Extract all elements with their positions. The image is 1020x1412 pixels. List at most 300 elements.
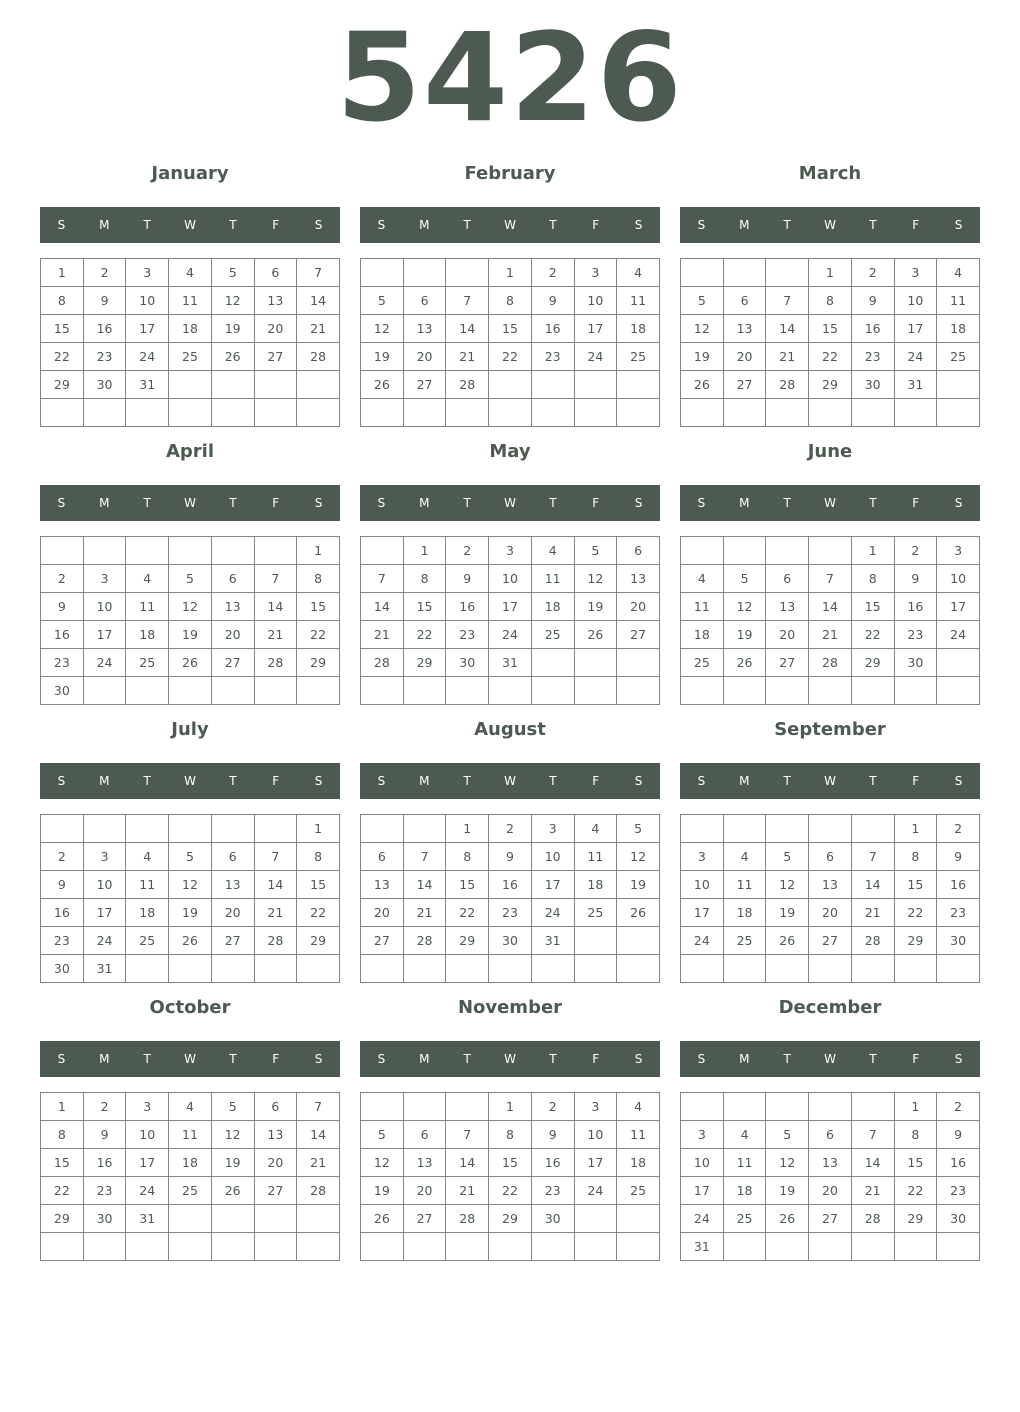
weekday-label: S [697,1052,706,1066]
week-row [361,1121,660,1149]
week-row [41,1177,340,1205]
day-cell: 4 [531,537,574,565]
day-cell: 27 [361,927,404,955]
week-row [681,371,980,399]
day-cell: 23 [83,1177,126,1205]
day-cell: 3 [489,537,532,565]
weekday-label: S [377,218,386,232]
month-name: March [798,163,862,184]
empty-day-cell [574,955,617,983]
empty-day-cell [574,927,617,955]
empty-day-cell [169,955,212,983]
day-cell: 26 [723,649,766,677]
day-cell: 29 [403,649,446,677]
week-row [361,371,660,399]
day-cell: 12 [766,871,809,899]
day-cell: 2 [83,259,126,287]
day-cell: 15 [41,1149,84,1177]
week-row [361,1177,660,1205]
day-cell: 2 [851,259,894,287]
day-cell: 30 [937,927,980,955]
empty-day-cell [361,259,404,287]
day-cell: 6 [723,287,766,315]
weekday-label: T [783,1052,791,1066]
day-cell: 28 [446,1205,489,1233]
day-cell: 14 [254,593,297,621]
day-cell: 7 [446,1121,489,1149]
weekday-label: T [549,218,557,232]
week-row [681,287,980,315]
day-cell: 23 [489,899,532,927]
day-cell: 24 [126,343,169,371]
days-table [360,814,660,983]
empty-day-cell [211,1233,254,1261]
day-cell: 31 [531,927,574,955]
day-cell: 25 [617,343,660,371]
empty-day-cell [169,815,212,843]
day-cell: 16 [41,621,84,649]
day-cell: 7 [403,843,446,871]
day-cell: 1 [809,259,852,287]
day-cell: 13 [254,1121,297,1149]
days-table [360,1092,660,1261]
days-table [40,258,340,427]
weekday-label: T [229,1052,237,1066]
empty-day-cell [617,1233,660,1261]
weekday-label: W [504,496,516,510]
week-row [361,399,660,427]
day-cell: 24 [574,343,617,371]
empty-day-cell [766,537,809,565]
month-name: November [457,997,563,1018]
day-cell: 27 [809,1205,852,1233]
empty-day-cell [297,371,340,399]
day-cell: 16 [41,899,84,927]
empty-day-cell [297,1233,340,1261]
week-row [681,1093,980,1121]
day-cell: 17 [489,593,532,621]
day-cell: 1 [894,815,937,843]
weekday-label: W [824,496,836,510]
weekday-label: M [739,218,750,232]
day-cell: 11 [531,565,574,593]
week-row [361,1205,660,1233]
day-cell: 21 [254,899,297,927]
empty-day-cell [446,399,489,427]
day-cell: 7 [446,287,489,315]
week-row [361,287,660,315]
weekday-header [40,207,340,243]
weekday-label: T [463,496,471,510]
empty-day-cell [574,399,617,427]
weekday-label: S [634,1052,643,1066]
day-cell: 21 [297,1149,340,1177]
empty-day-cell [937,399,980,427]
day-cell: 20 [723,343,766,371]
day-cell: 1 [403,537,446,565]
day-cell: 9 [937,1121,980,1149]
day-cell: 13 [403,1149,446,1177]
day-cell: 23 [937,899,980,927]
empty-day-cell [809,399,852,427]
weekday-label: F [272,496,280,510]
day-cell: 12 [169,593,212,621]
day-cell: 18 [574,871,617,899]
day-cell: 20 [254,315,297,343]
week-row [41,1093,340,1121]
day-cell: 23 [851,343,894,371]
empty-day-cell [681,259,724,287]
day-cell: 16 [894,593,937,621]
empty-day-cell [211,1205,254,1233]
day-cell: 14 [361,593,404,621]
week-row [41,565,340,593]
day-cell: 27 [766,649,809,677]
weekday-label: S [314,1052,323,1066]
empty-day-cell [254,399,297,427]
month-name: August [474,719,546,740]
day-cell: 27 [403,371,446,399]
week-row [361,1093,660,1121]
day-cell: 6 [809,1121,852,1149]
empty-day-cell [766,1093,809,1121]
day-cell: 7 [361,565,404,593]
week-row [361,677,660,705]
day-cell: 6 [211,843,254,871]
day-cell: 11 [681,593,724,621]
day-cell: 8 [297,843,340,871]
empty-day-cell [169,399,212,427]
day-cell: 8 [41,287,84,315]
day-cell: 28 [766,371,809,399]
empty-day-cell [361,955,404,983]
day-cell: 16 [937,871,980,899]
day-cell: 2 [531,1093,574,1121]
weekday-label: W [184,1052,196,1066]
day-cell: 3 [681,1121,724,1149]
day-cell: 3 [574,1093,617,1121]
empty-day-cell [41,399,84,427]
day-cell: 18 [126,621,169,649]
week-row [361,871,660,899]
empty-day-cell [617,649,660,677]
day-cell: 25 [723,1205,766,1233]
day-cell: 21 [403,899,446,927]
day-cell: 30 [531,1205,574,1233]
day-cell: 19 [617,871,660,899]
weekday-label: F [592,1052,600,1066]
empty-day-cell [41,537,84,565]
empty-day-cell [254,1205,297,1233]
empty-day-cell [297,1205,340,1233]
empty-day-cell [937,371,980,399]
empty-day-cell [169,1233,212,1261]
week-row [361,1149,660,1177]
empty-day-cell [723,1233,766,1261]
day-cell: 17 [574,315,617,343]
week-row [41,677,340,705]
empty-day-cell [446,1093,489,1121]
day-cell: 2 [446,537,489,565]
weekday-label: S [954,1052,963,1066]
weekday-label: W [504,218,516,232]
day-cell: 2 [83,1093,126,1121]
empty-day-cell [403,955,446,983]
empty-day-cell [211,399,254,427]
day-cell: 18 [169,315,212,343]
week-row [41,537,340,565]
weekday-label: W [824,218,836,232]
weekday-label: M [419,1052,430,1066]
day-cell: 23 [41,649,84,677]
day-cell: 22 [297,621,340,649]
day-cell: 7 [766,287,809,315]
weekday-label: T [549,774,557,788]
day-cell: 9 [41,871,84,899]
empty-day-cell [809,955,852,983]
empty-day-cell [297,955,340,983]
day-cell: 28 [254,649,297,677]
day-cell: 31 [489,649,532,677]
day-cell: 14 [766,315,809,343]
weekday-label: M [419,774,430,788]
week-row [681,537,980,565]
day-cell: 1 [894,1093,937,1121]
day-cell: 31 [83,955,126,983]
week-row [681,815,980,843]
day-cell: 27 [254,343,297,371]
empty-day-cell [809,537,852,565]
day-cell: 26 [361,1205,404,1233]
day-cell: 29 [809,371,852,399]
day-cell: 6 [403,1121,446,1149]
day-cell: 3 [83,565,126,593]
day-cell: 25 [126,927,169,955]
month-name: September [774,719,886,740]
day-cell: 29 [894,927,937,955]
weekday-label: S [314,774,323,788]
empty-day-cell [361,815,404,843]
weekday-label: S [697,218,706,232]
weekday-label: S [697,496,706,510]
weekday-label: T [143,1052,151,1066]
day-cell: 26 [766,1205,809,1233]
empty-day-cell [723,1093,766,1121]
day-cell: 22 [297,899,340,927]
day-cell: 18 [169,1149,212,1177]
day-cell: 25 [681,649,724,677]
empty-day-cell [617,955,660,983]
empty-day-cell [851,955,894,983]
day-cell: 24 [894,343,937,371]
weekday-label: T [463,218,471,232]
day-cell: 26 [681,371,724,399]
day-cell: 28 [446,371,489,399]
day-cell: 28 [851,1205,894,1233]
day-cell: 22 [489,1177,532,1205]
days-table [680,258,980,427]
weekday-label: S [57,218,66,232]
empty-day-cell [574,649,617,677]
day-cell: 5 [766,1121,809,1149]
day-cell: 28 [254,927,297,955]
week-row [361,899,660,927]
day-cell: 9 [894,565,937,593]
day-cell: 20 [617,593,660,621]
day-cell: 18 [681,621,724,649]
day-cell: 25 [126,649,169,677]
day-cell: 26 [574,621,617,649]
day-cell: 27 [617,621,660,649]
empty-day-cell [211,537,254,565]
day-cell: 14 [446,1149,489,1177]
day-cell: 5 [169,565,212,593]
week-row [41,343,340,371]
day-cell: 7 [254,565,297,593]
empty-day-cell [83,1233,126,1261]
empty-day-cell [126,815,169,843]
day-cell: 25 [531,621,574,649]
day-cell: 30 [41,677,84,705]
day-cell: 16 [489,871,532,899]
day-cell: 3 [531,815,574,843]
empty-day-cell [851,399,894,427]
empty-day-cell [937,955,980,983]
empty-day-cell [531,649,574,677]
day-cell: 23 [83,343,126,371]
day-cell: 2 [41,843,84,871]
day-cell: 5 [766,843,809,871]
day-cell: 12 [681,315,724,343]
day-cell: 30 [937,1205,980,1233]
empty-day-cell [211,677,254,705]
empty-day-cell [489,371,532,399]
week-row [41,1149,340,1177]
empty-day-cell [489,399,532,427]
day-cell: 13 [211,593,254,621]
day-cell: 27 [809,927,852,955]
empty-day-cell [894,955,937,983]
weekday-label: S [634,218,643,232]
day-cell: 28 [297,343,340,371]
day-cell: 15 [894,871,937,899]
week-row [41,871,340,899]
day-cell: 5 [169,843,212,871]
day-cell: 21 [809,621,852,649]
weekday-label: F [912,218,920,232]
day-cell: 5 [617,815,660,843]
day-cell: 30 [41,955,84,983]
day-cell: 29 [489,1205,532,1233]
month-name: October [149,997,231,1018]
week-row [681,649,980,677]
day-cell: 2 [41,565,84,593]
weekday-label: S [377,1052,386,1066]
day-cell: 24 [126,1177,169,1205]
day-cell: 2 [894,537,937,565]
day-cell: 10 [574,1121,617,1149]
day-cell: 26 [617,899,660,927]
week-row [361,955,660,983]
day-cell: 18 [723,899,766,927]
day-cell: 24 [681,927,724,955]
day-cell: 6 [211,565,254,593]
day-cell: 14 [446,315,489,343]
empty-day-cell [361,537,404,565]
weekday-label: T [783,218,791,232]
day-cell: 27 [723,371,766,399]
month-name: May [489,441,531,462]
week-row [681,1233,980,1261]
week-row [41,315,340,343]
day-cell: 14 [403,871,446,899]
day-cell: 4 [681,565,724,593]
day-cell: 5 [211,1093,254,1121]
day-cell: 28 [297,1177,340,1205]
day-cell: 16 [83,315,126,343]
weekday-label: F [912,1052,920,1066]
day-cell: 1 [41,1093,84,1121]
day-cell: 15 [489,1149,532,1177]
days-table [40,1092,340,1261]
empty-day-cell [723,259,766,287]
day-cell: 22 [809,343,852,371]
weekday-label: M [419,218,430,232]
day-cell: 4 [169,259,212,287]
day-cell: 11 [723,1149,766,1177]
weekday-label: M [99,1052,110,1066]
weekday-label: T [549,1052,557,1066]
day-cell: 4 [169,1093,212,1121]
day-cell: 6 [766,565,809,593]
day-cell: 18 [617,315,660,343]
weekday-header [40,763,340,799]
weekday-label: S [377,774,386,788]
day-cell: 25 [937,343,980,371]
week-row [361,1233,660,1261]
day-cell: 20 [211,621,254,649]
weekday-label: T [143,218,151,232]
day-cell: 23 [41,927,84,955]
day-cell: 4 [126,565,169,593]
day-cell: 6 [361,843,404,871]
week-row [41,399,340,427]
weekday-label: T [549,496,557,510]
day-cell: 12 [169,871,212,899]
empty-day-cell [937,1233,980,1261]
day-cell: 21 [851,1177,894,1205]
weekday-label: S [57,774,66,788]
day-cell: 14 [809,593,852,621]
empty-day-cell [531,399,574,427]
day-cell: 10 [489,565,532,593]
day-cell: 25 [169,1177,212,1205]
empty-day-cell [169,371,212,399]
day-cell: 17 [83,899,126,927]
week-row [41,1205,340,1233]
day-cell: 21 [851,899,894,927]
week-row [681,1205,980,1233]
day-cell: 6 [254,1093,297,1121]
empty-day-cell [446,1233,489,1261]
day-cell: 14 [297,287,340,315]
day-cell: 7 [297,1093,340,1121]
week-row [681,677,980,705]
week-row [41,259,340,287]
empty-day-cell [403,815,446,843]
day-cell: 8 [446,843,489,871]
weekday-label: T [143,496,151,510]
